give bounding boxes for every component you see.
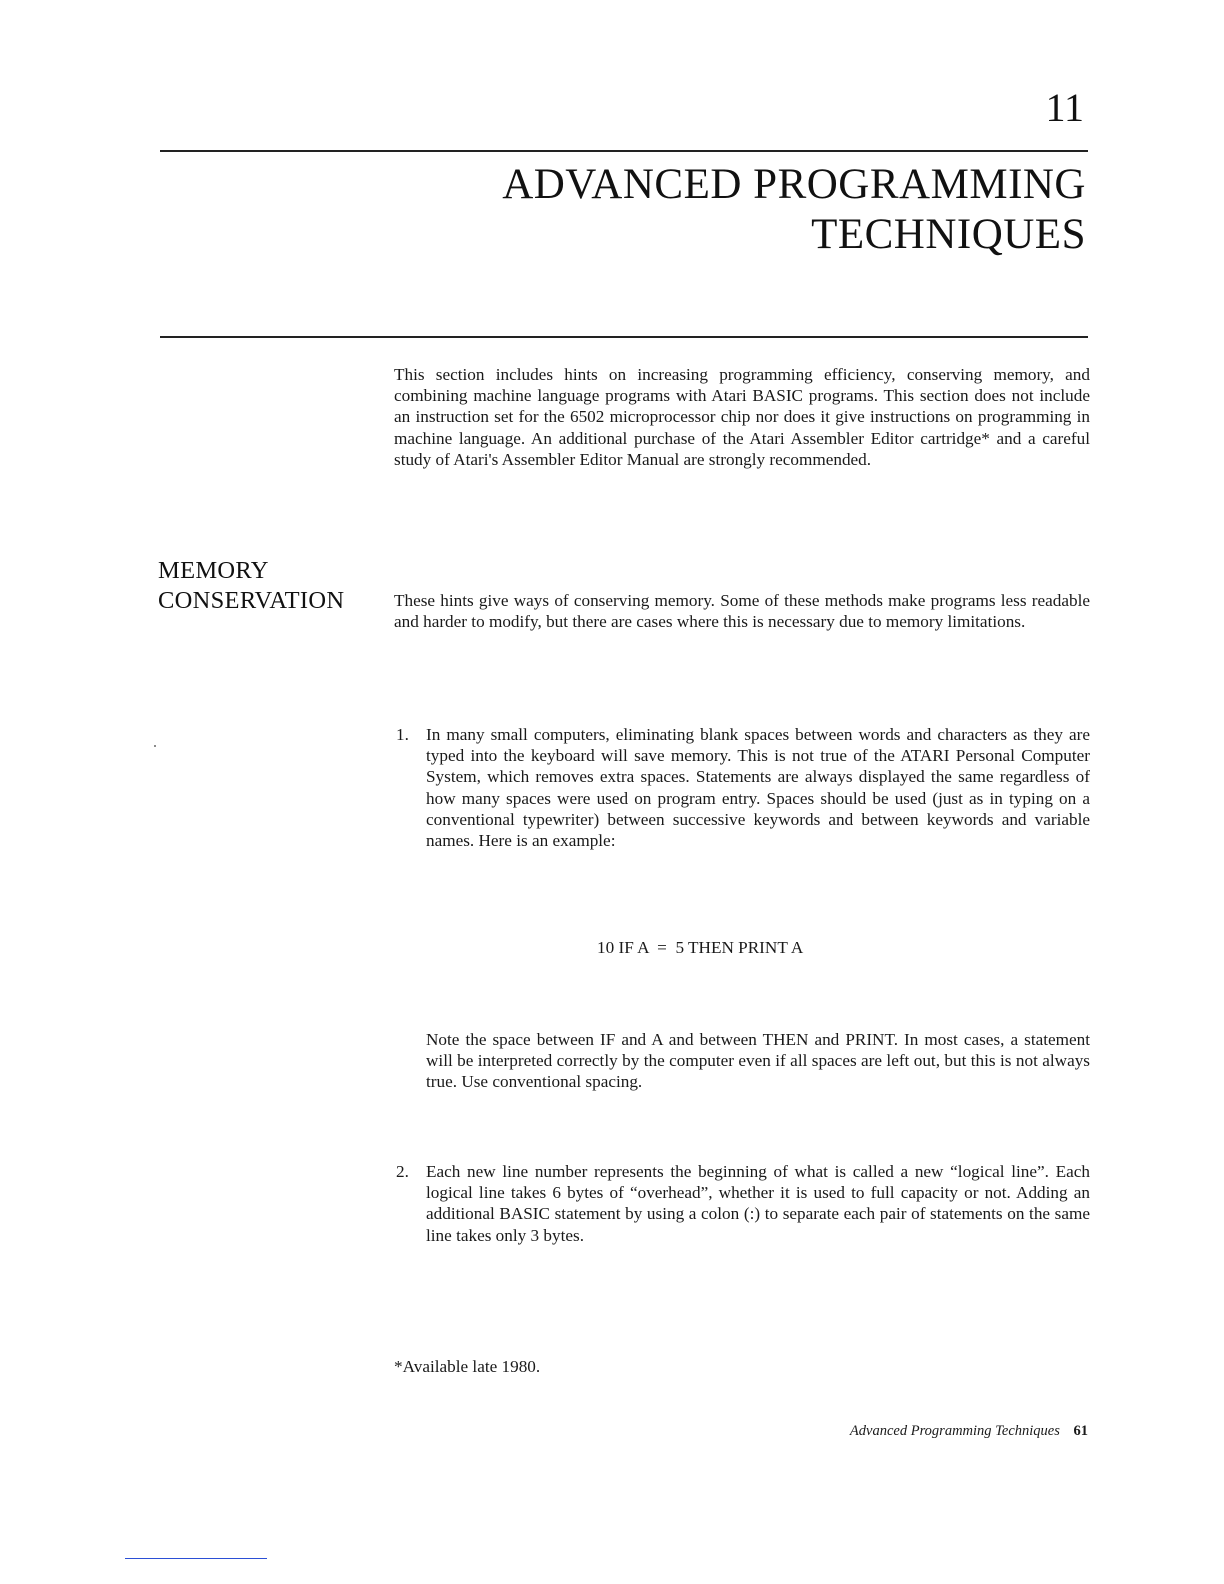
list-item-number: 1. bbox=[396, 725, 409, 744]
list-item-text: In many small computers, eliminating blank spaces between words and characters as they are typed into the keyboard will save memory. This is not true of the ATARI Personal Computer System, which removes extra spaces. Statements are always displayed the same regardless of how many spaces were used on program entry. Spaces should be used (just as in typing on a conventional typewriter) between successive keywords and between keywords and variable names. Here is an example: bbox=[426, 725, 1090, 851]
chapter-number: 11 bbox=[1045, 85, 1084, 130]
running-footer bbox=[850, 1423, 1088, 1440]
note-paragraph: Note the space between IF and A and between THEN and PRINT. In most cases, a statement will be interpreted correctly by the computer even if all spaces are left out, but this is not always true. Use conventional spacing. bbox=[426, 1030, 1090, 1092]
section-intro-paragraph: These hints give ways of conserving memory. Some of these methods make programs less readable and harder to modify, but there are cases where this is necessary due to memory limitations. bbox=[394, 591, 1090, 632]
list-item-text: Each new line number represents the beginning of what is called a new “logical line”. Each logical line takes 6 bytes of “overhead”, whether it is used to full capacity or not. Adding an additional BASIC statement by using a colon (:) to separate each pair of statements on the same line takes only 3 bytes. bbox=[426, 1162, 1090, 1245]
section-heading bbox=[158, 556, 344, 616]
section-heading-line-1: MEMORY bbox=[158, 557, 269, 584]
chapter-title bbox=[326, 160, 1086, 260]
chapter-title-line-2: TECHNIQUES bbox=[811, 211, 1086, 258]
top-rule bbox=[160, 150, 1088, 152]
footnote: *Available late 1980. bbox=[394, 1357, 541, 1376]
list-item-number: 2. bbox=[396, 1162, 409, 1181]
intro-paragraph: This section includes hints on increasing programming efficiency, conserving memory, and combining machine language programs with Atari BASIC programs. This section does not include an instruction set for the 6502 microprocessor chip nor does it give instructions on programming in machine language. An additional purchase of the Atari Assembler Editor cartridge* and a careful study of Atari's Assembler Editor Manual are strongly recommended. bbox=[394, 365, 1090, 469]
section-rule bbox=[160, 336, 1088, 338]
chapter-title-line-1: ADVANCED PROGRAMMING bbox=[502, 161, 1086, 208]
list-item-1 bbox=[396, 724, 1090, 851]
scan-speck bbox=[154, 745, 156, 747]
section-heading-line-2: CONSERVATION bbox=[158, 587, 345, 614]
page-number: 61 bbox=[1073, 1423, 1088, 1439]
bottom-link-underline bbox=[125, 1558, 267, 1559]
list-item-2 bbox=[396, 1161, 1090, 1246]
footer-title: Advanced Programming Techniques bbox=[849, 1423, 1060, 1439]
code-example: 10 IF A = 5 THEN PRINT A bbox=[597, 938, 804, 957]
